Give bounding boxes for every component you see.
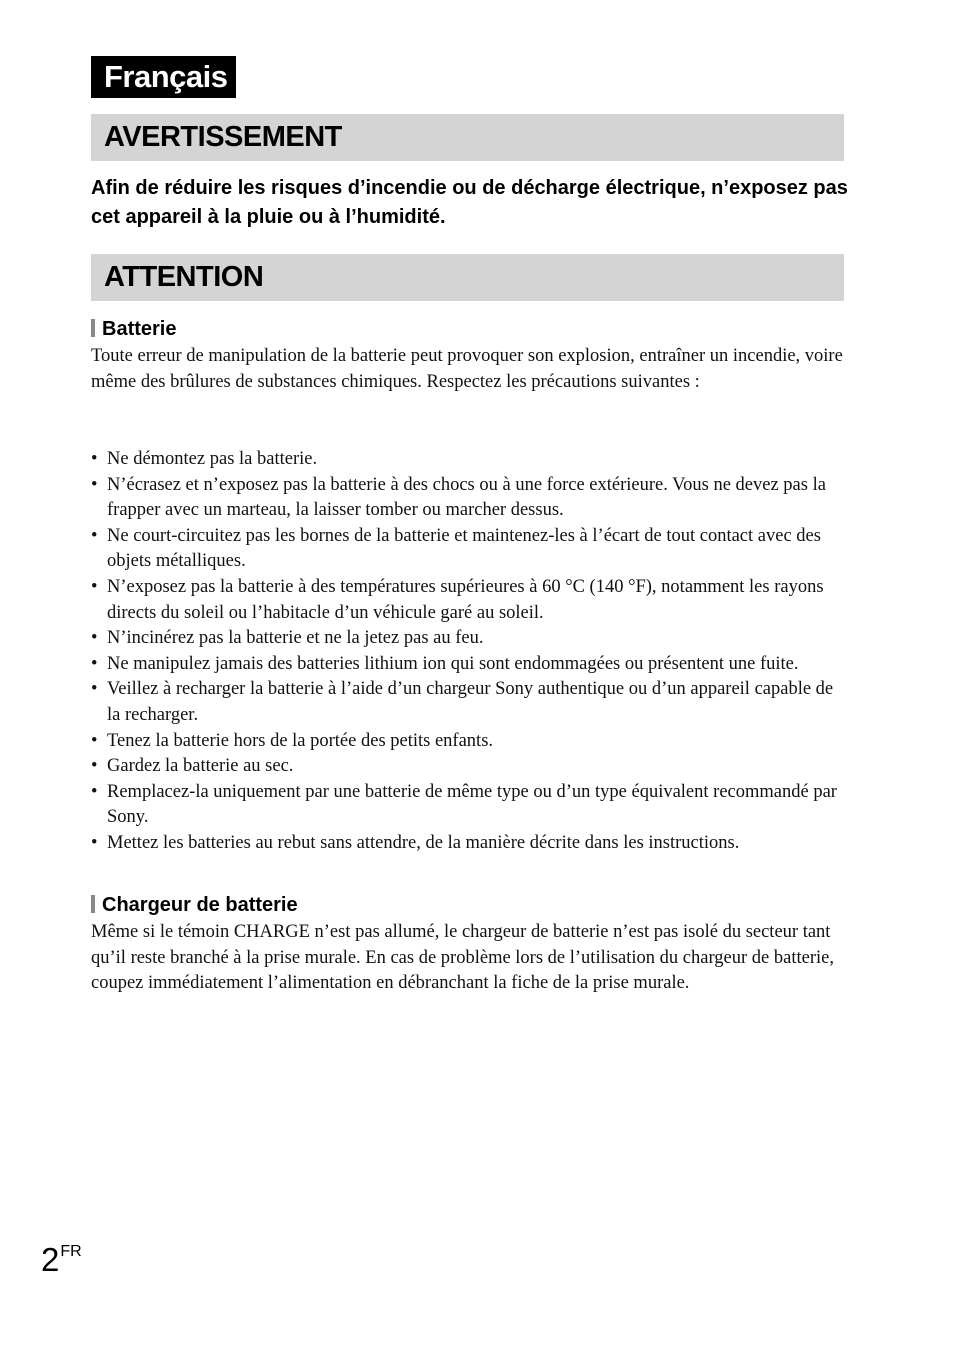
list-item — [91, 652, 851, 678]
list-item-text: Remplacez-la uniquement par une batterie de même type ou d’un type équivalent recommandé par Sony. — [107, 781, 837, 828]
bullet-icon: • — [91, 730, 98, 751]
page-number-value: 2 — [41, 1241, 60, 1278]
list-item — [91, 754, 851, 780]
warning-text: Afin de réduire les risques d’incendie ou de décharge électrique, n’exposez pas cet appareil à la pluie ou à l’humidité. — [91, 177, 848, 228]
bullet-icon: • — [91, 474, 98, 495]
list-item-text: Mettez les batteries au rebut sans attendre, de la manière décrite dans les instructions. — [107, 832, 740, 853]
list-item-text: Gardez la batterie au sec. — [107, 756, 294, 777]
bullet-icon: • — [91, 832, 98, 853]
batterie-heading — [91, 316, 176, 342]
bullet-icon: • — [91, 525, 98, 546]
batterie-intro-paragraph: Toute erreur de manipulation de la batterie peut provoquer son explosion, entraîner un incendie, voire même des brûlures de substances chimiques. Respectez les précautions suivantes : — [91, 346, 843, 392]
bullet-icon: • — [91, 653, 98, 674]
list-item-text: N’exposez pas la batterie à des températures supérieures à 60 °C (140 °F), notamment les rayons directs du soleil ou l’habitacle d’un véhicule garé au soleil. — [107, 576, 824, 623]
list-item-text: Ne court-circuitez pas les bornes de la batterie et maintenez-les à l’écart de tout contact avec des objets métalliques. — [107, 525, 821, 572]
list-item — [91, 677, 851, 728]
list-item-text: N’écrasez et n’exposez pas la batterie à des chocs ou à une force extérieure. Vous ne devez pas la frapper avec un marteau, la laisser tomber ou marcher dessus. — [107, 474, 826, 521]
batterie-precautions-list — [91, 447, 851, 857]
chargeur-heading — [91, 892, 298, 918]
list-item — [91, 473, 851, 524]
chargeur-heading-label: Chargeur de batterie — [102, 894, 298, 916]
list-item — [91, 524, 851, 575]
warning-section-title: AVERTISSEMENT — [91, 114, 844, 161]
page-number — [41, 1232, 82, 1280]
list-item — [91, 729, 851, 755]
list-item-text: Veillez à recharger la batterie à l’aide d’un chargeur Sony authentique ou d’un appareil capable de la recharger. — [107, 679, 834, 725]
list-item-text: Ne manipulez jamais des batteries lithium ion qui sont endommagées ou présentent une fuite. — [107, 653, 799, 674]
chargeur-paragraph: Même si le témoin CHARGE n’est pas allumé, le chargeur de batterie n’est pas isolé du secteur tant qu’il reste branché à la prise murale. En cas de problème lors de l’utilisation du chargeur de batterie, coupez immédiatement l’alimentation en débranchant la fiche de la prise murale. — [91, 922, 834, 994]
list-item — [91, 575, 851, 626]
list-item-text: Ne démontez pas la batterie. — [107, 449, 318, 469]
list-item — [91, 626, 851, 652]
page-language-suffix: FR — [60, 1243, 82, 1260]
language-tab: Français — [91, 56, 236, 98]
list-item — [91, 780, 851, 831]
heading-marker-icon — [91, 319, 95, 337]
bullet-icon: • — [91, 576, 98, 597]
bullet-icon: • — [91, 679, 98, 700]
list-item — [91, 447, 851, 473]
list-item — [91, 831, 851, 857]
heading-marker-icon — [91, 895, 95, 913]
bullet-icon: • — [91, 781, 98, 802]
bullet-icon: • — [91, 628, 98, 649]
list-item-text: Tenez la batterie hors de la portée des petits enfants. — [107, 730, 494, 751]
attention-section-title: ATTENTION — [91, 254, 844, 301]
bullet-icon: • — [91, 756, 98, 777]
batterie-heading-label: Batterie — [102, 318, 177, 340]
list-item-text: N’incinérez pas la batterie et ne la jetez pas au feu. — [107, 628, 484, 649]
bullet-icon: • — [91, 449, 98, 469]
